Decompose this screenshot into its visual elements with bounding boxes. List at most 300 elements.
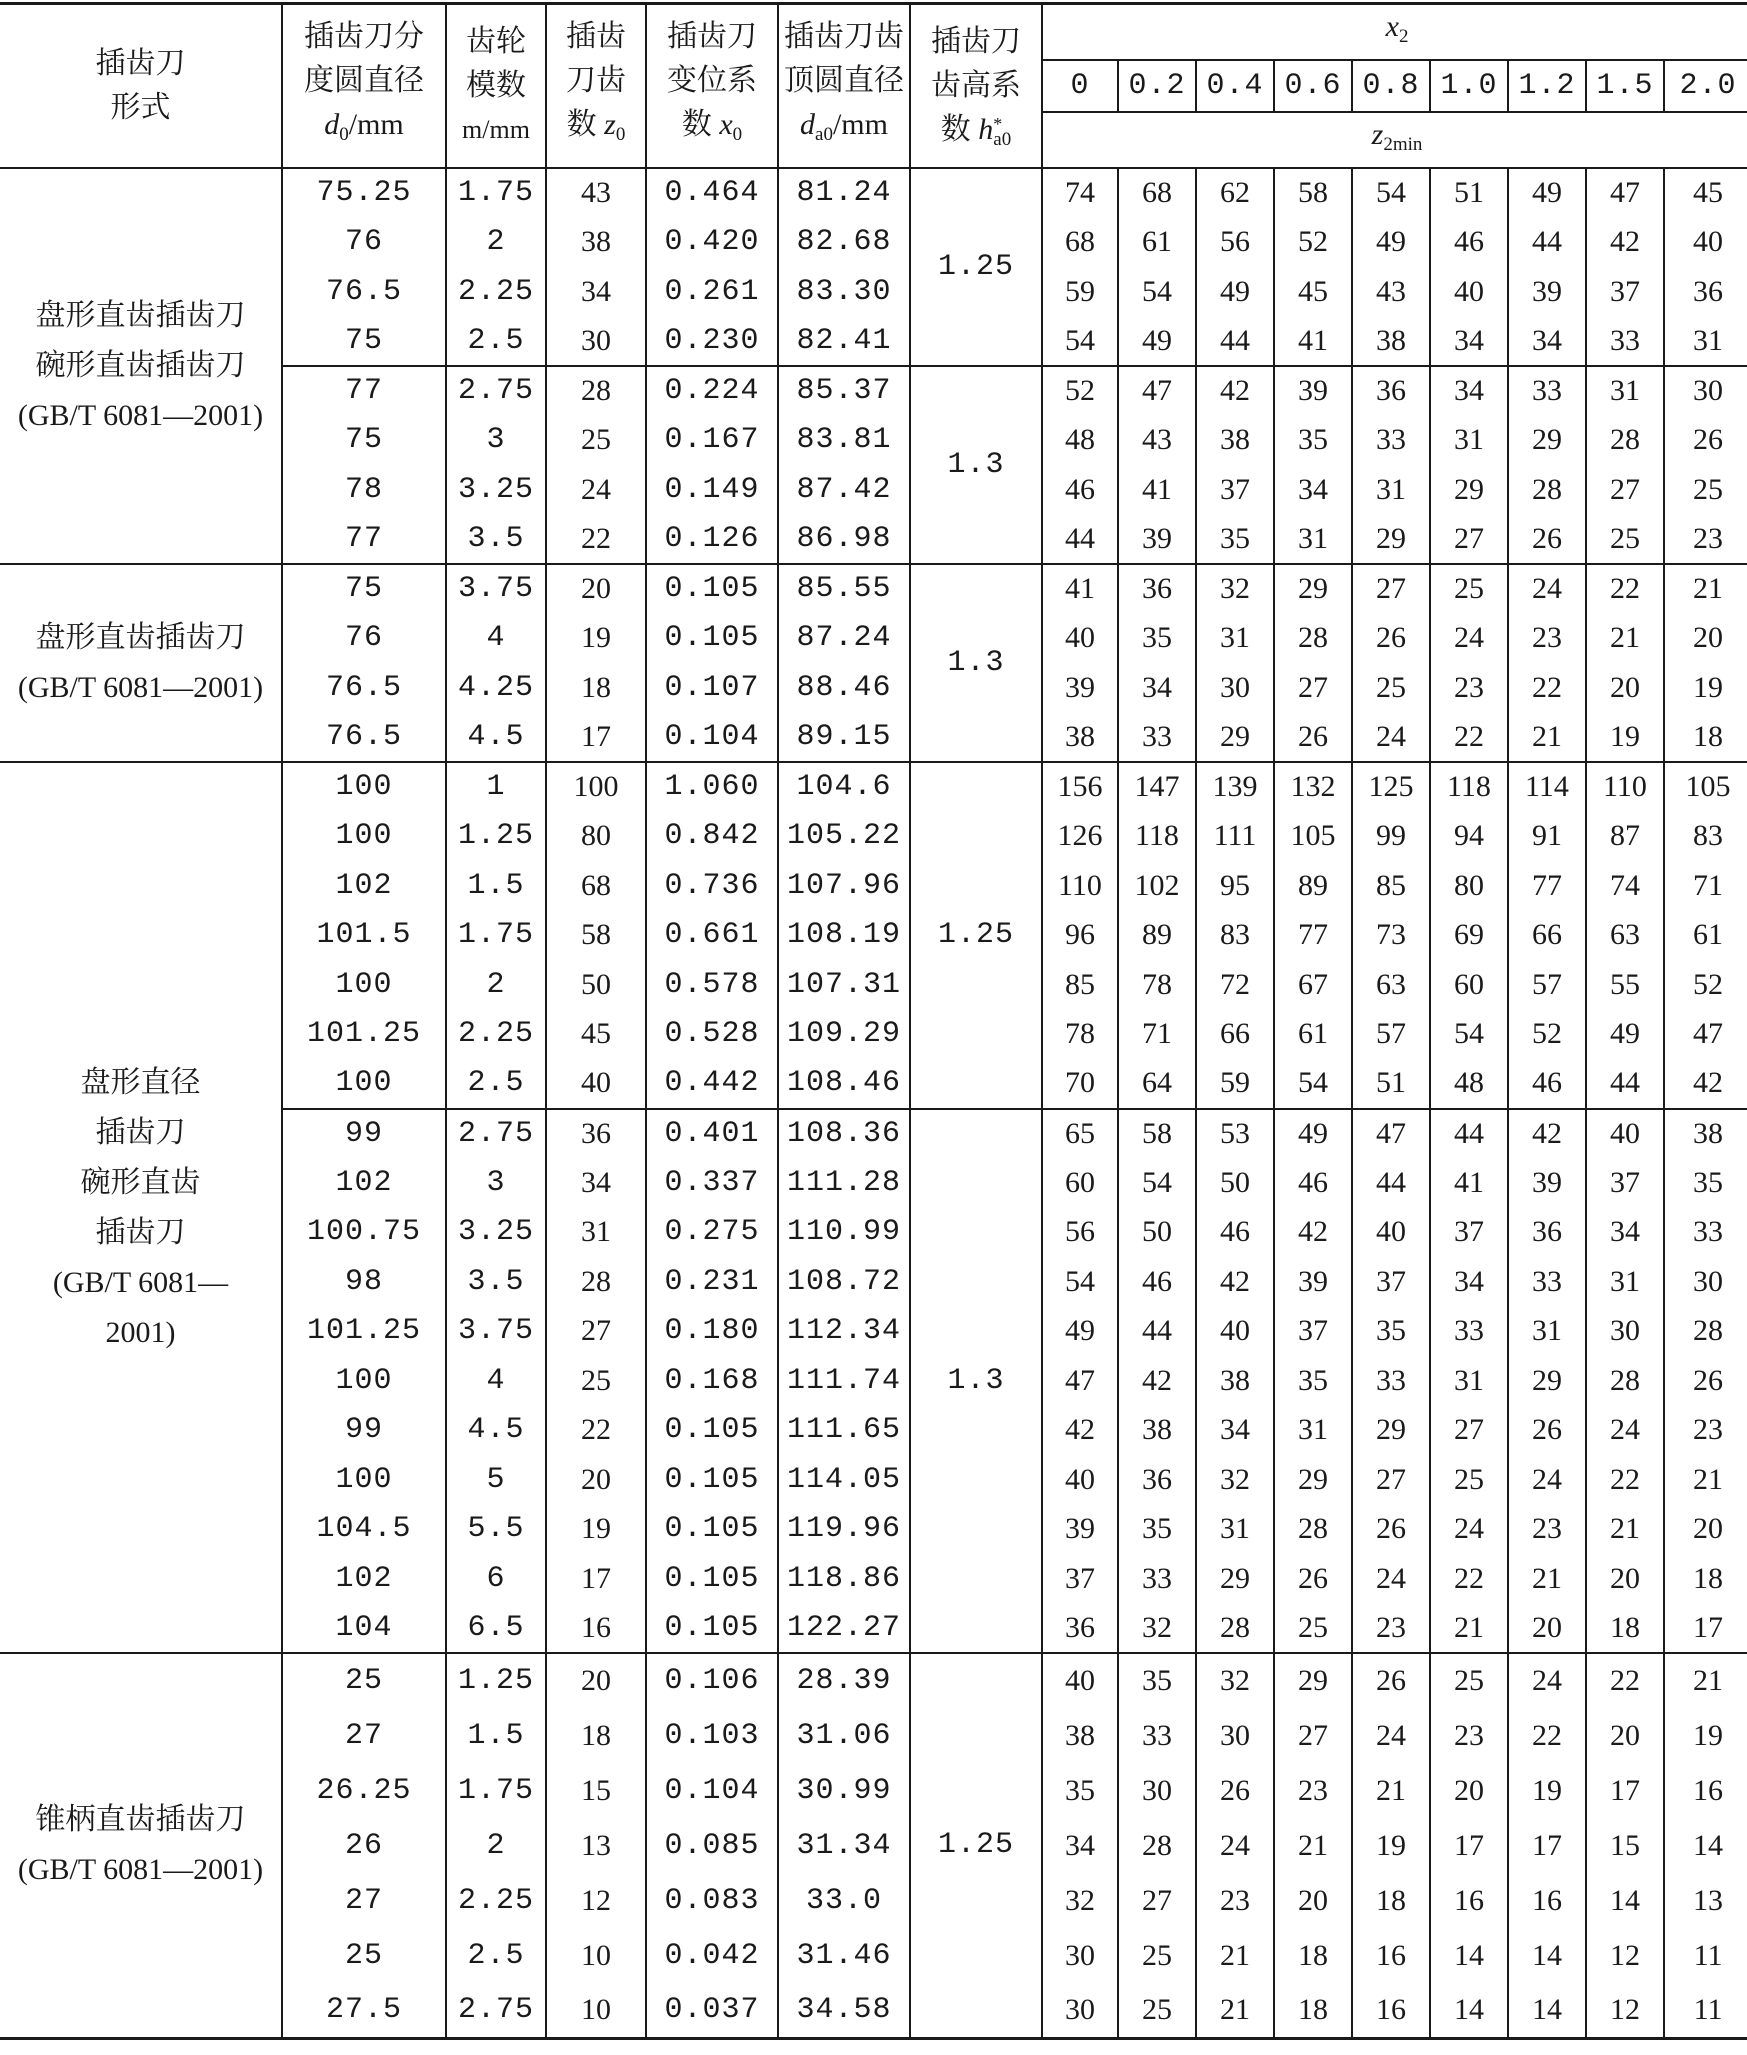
header-module-unit: m/mm — [462, 115, 530, 144]
z2min-cell: 89 — [1118, 911, 1196, 961]
z2min-cell: 31 — [1196, 1505, 1274, 1555]
z2min-cell: 18 — [1352, 1873, 1430, 1928]
z2min-cell: 14 — [1508, 1983, 1586, 2038]
z2min-cell: 38 — [1042, 1708, 1118, 1763]
tooth-count-cell: 18 — [546, 663, 646, 713]
tooth-count-cell: 34 — [546, 267, 646, 317]
tooth-count-cell: 25 — [546, 416, 646, 466]
z2min-cell: 47 — [1118, 366, 1196, 416]
pitch-diameter-cell: 27.5 — [282, 1983, 446, 2038]
tooth-count-cell: 20 — [546, 1653, 646, 1708]
z2min-cell: 36 — [1118, 1455, 1196, 1505]
tip-diameter-cell: 110.99 — [778, 1208, 910, 1258]
header-shift-coefficient-line1: 插齿刀 — [667, 20, 757, 53]
tooth-count-cell: 43 — [546, 168, 646, 218]
z2min-cell: 22 — [1586, 1653, 1664, 1708]
cutter-form-cell — [0, 564, 282, 762]
z2min-cell: 99 — [1352, 812, 1430, 862]
z2min-cell: 33 — [1118, 1708, 1196, 1763]
header-addendum-coefficient-line1: 插齿刀 — [931, 25, 1021, 58]
header-tooth-count-line1: 插齿 — [566, 20, 626, 53]
z2min-cell: 31 — [1274, 515, 1352, 565]
pitch-diameter-cell: 102 — [282, 1158, 446, 1208]
z2min-cell: 61 — [1274, 1010, 1352, 1060]
module-cell: 1.5 — [446, 1708, 546, 1763]
tooth-count-cell: 22 — [546, 515, 646, 565]
z2min-cell: 32 — [1118, 1604, 1196, 1654]
header-tip-diameter-unit: $d_{a0}/mm$ — [800, 108, 888, 145]
z2min-cell: 114 — [1508, 762, 1586, 812]
cutter-form-line: 插齿刀 — [95, 1215, 186, 1249]
pitch-diameter-cell: 76.5 — [282, 267, 446, 317]
z2min-cell: 118 — [1430, 762, 1508, 812]
shift-coefficient-cell: 0.230 — [646, 317, 778, 367]
z2min-cell: 26 — [1352, 614, 1430, 664]
cutter-form-cell — [0, 168, 282, 564]
tip-diameter-cell: 107.31 — [778, 960, 910, 1010]
z2min-cell: 21 — [1508, 713, 1586, 763]
addendum-coefficient-cell: 1.25 — [910, 1653, 1042, 2038]
z2min-cell: 19 — [1664, 663, 1747, 713]
z2min-cell: 80 — [1430, 861, 1508, 911]
z2min-cell: 25 — [1664, 465, 1747, 515]
z2min-cell: 66 — [1508, 911, 1586, 961]
cutter-form-line: 盘形直齿插齿刀 — [35, 621, 246, 654]
z2min-cell: 126 — [1042, 812, 1118, 862]
z2min-cell: 139 — [1196, 762, 1274, 812]
z2min-cell: 61 — [1664, 911, 1747, 961]
pitch-diameter-cell: 27 — [282, 1708, 446, 1763]
z2min-cell: 48 — [1430, 1059, 1508, 1109]
pitch-diameter-cell: 99 — [282, 1406, 446, 1456]
z2min-cell: 54 — [1118, 267, 1196, 317]
shift-coefficient-cell: 0.103 — [646, 1708, 778, 1763]
z2min-cell: 28 — [1274, 1505, 1352, 1555]
module-cell: 4 — [446, 1356, 546, 1406]
z2min-cell: 37 — [1352, 1257, 1430, 1307]
z2min-cell: 49 — [1196, 267, 1274, 317]
addendum-coefficient-cell: 1.3 — [910, 366, 1042, 564]
module-cell: 5.5 — [446, 1505, 546, 1555]
tooth-count-cell: 34 — [546, 1158, 646, 1208]
z2min-cell: 35 — [1352, 1307, 1430, 1357]
z2min-cell: 47 — [1586, 168, 1664, 218]
tip-diameter-cell: 119.96 — [778, 1505, 910, 1555]
z2min-cell: 21 — [1586, 1505, 1664, 1555]
tip-diameter-cell: 82.41 — [778, 317, 910, 367]
z2min-cell: 34 — [1118, 663, 1196, 713]
z2min-cell: 30 — [1118, 1763, 1196, 1818]
z2min-cell: 29 — [1274, 1653, 1352, 1708]
z2min-cell: 37 — [1042, 1554, 1118, 1604]
z2min-cell: 39 — [1042, 663, 1118, 713]
z2min-cell: 48 — [1042, 416, 1118, 466]
z2min-cell: 19 — [1664, 1708, 1747, 1763]
pitch-diameter-cell: 27 — [282, 1873, 446, 1928]
z2min-cell: 36 — [1664, 267, 1747, 317]
pitch-diameter-cell: 104.5 — [282, 1505, 446, 1555]
shift-coefficient-cell: 0.167 — [646, 416, 778, 466]
pitch-diameter-cell: 104 — [282, 1604, 446, 1654]
addendum-coefficient-cell: 1.25 — [910, 762, 1042, 1109]
z2min-cell: 46 — [1196, 1208, 1274, 1258]
z2min-cell: 40 — [1042, 1455, 1118, 1505]
z2min-cell: 24 — [1508, 1455, 1586, 1505]
z2min-cell: 19 — [1586, 713, 1664, 763]
z2min-cell: 28 — [1586, 416, 1664, 466]
cutter-form-line: 盘形直齿插齿刀 — [35, 299, 246, 332]
tip-diameter-cell: 88.46 — [778, 663, 910, 713]
pitch-diameter-cell: 26 — [282, 1818, 446, 1873]
z2min-cell: 30 — [1664, 1257, 1747, 1307]
z2min-cell: 21 — [1196, 1983, 1274, 2038]
z2min-cell: 39 — [1274, 1257, 1352, 1307]
shift-coefficient-cell: 0.661 — [646, 911, 778, 961]
header-pitch-diameter — [282, 4, 446, 169]
z2min-cell: 42 — [1118, 1356, 1196, 1406]
z2min-cell: 26 — [1352, 1653, 1430, 1708]
z2min-cell: 36 — [1042, 1604, 1118, 1654]
z2min-cell: 20 — [1274, 1873, 1352, 1928]
tip-diameter-cell: 81.24 — [778, 168, 910, 218]
z2min-cell: 25 — [1352, 663, 1430, 713]
tip-diameter-cell: 107.96 — [778, 861, 910, 911]
z2min-cell: 45 — [1664, 168, 1747, 218]
z2min-cell: 20 — [1664, 1505, 1747, 1555]
z2min-cell: 57 — [1352, 1010, 1430, 1060]
tooth-count-cell: 25 — [546, 1356, 646, 1406]
z2min-cell: 23 — [1430, 1708, 1508, 1763]
tip-diameter-cell: 85.37 — [778, 366, 910, 416]
z2min-cell: 46 — [1508, 1059, 1586, 1109]
tooth-count-cell: 28 — [546, 366, 646, 416]
tooth-count-cell: 58 — [546, 911, 646, 961]
addendum-coefficient-cell: 1.25 — [910, 168, 1042, 366]
z2min-cell: 26 — [1664, 1356, 1747, 1406]
z2min-cell: 44 — [1352, 1158, 1430, 1208]
pitch-diameter-cell: 100 — [282, 812, 446, 862]
addendum-coefficient-cell: 1.3 — [910, 1109, 1042, 1654]
z2min-cell: 37 — [1196, 465, 1274, 515]
z2min-cell: 35 — [1664, 1158, 1747, 1208]
z2min-cell: 21 — [1664, 1455, 1747, 1505]
z2min-cell: 33 — [1118, 713, 1196, 763]
tip-diameter-cell: 31.34 — [778, 1818, 910, 1873]
z2min-cell: 87 — [1586, 812, 1664, 862]
z2min-cell: 59 — [1042, 267, 1118, 317]
z2min-cell: 78 — [1118, 960, 1196, 1010]
z2min-cell: 20 — [1430, 1763, 1508, 1818]
shift-coefficient-cell: 0.126 — [646, 515, 778, 565]
z2min-cell: 28 — [1274, 614, 1352, 664]
cutter-form-line: 碗形直齿 — [80, 1165, 201, 1199]
z2min-cell: 96 — [1042, 911, 1118, 961]
z2min-cell: 47 — [1352, 1109, 1430, 1159]
z2min-cell: 39 — [1118, 515, 1196, 565]
tooth-count-cell: 16 — [546, 1604, 646, 1654]
shift-coefficient-cell: 0.231 — [646, 1257, 778, 1307]
shift-coefficient-cell: 0.420 — [646, 218, 778, 268]
pitch-diameter-cell: 101.5 — [282, 911, 446, 961]
z2min-cell: 28 — [1508, 465, 1586, 515]
z2min-cell: 28 — [1586, 1356, 1664, 1406]
z2min-cell: 71 — [1664, 861, 1747, 911]
pitch-diameter-cell: 98 — [282, 1257, 446, 1307]
z2min-cell: 33 — [1664, 1208, 1747, 1258]
z2min-cell: 23 — [1430, 663, 1508, 713]
z2min-cell: 28 — [1118, 1818, 1196, 1873]
header-x2-value: 0.8 — [1352, 60, 1430, 112]
shift-coefficient-cell: 0.261 — [646, 267, 778, 317]
z2min-cell: 12 — [1586, 1928, 1664, 1983]
tooth-count-cell: 80 — [546, 812, 646, 862]
cutter-form-line: (GB/T 6081— — [52, 1265, 229, 1299]
pitch-diameter-cell: 102 — [282, 861, 446, 911]
tooth-count-cell: 17 — [546, 1554, 646, 1604]
header-x2-value: 1.2 — [1508, 60, 1586, 112]
z2min-cell: 30 — [1042, 1928, 1118, 1983]
z2min-cell: 51 — [1352, 1059, 1430, 1109]
z2min-cell: 23 — [1664, 1406, 1747, 1456]
z2min-cell: 21 — [1196, 1928, 1274, 1983]
z2min-cell: 17 — [1430, 1818, 1508, 1873]
z2min-cell: 44 — [1586, 1059, 1664, 1109]
tip-diameter-cell: 104.6 — [778, 762, 910, 812]
header-x2-label: $x_2$ — [1385, 10, 1409, 47]
z2min-cell: 16 — [1352, 1928, 1430, 1983]
tip-diameter-cell: 34.58 — [778, 1983, 910, 2038]
module-cell: 2.5 — [446, 1928, 546, 1983]
z2min-cell: 30 — [1586, 1307, 1664, 1357]
module-cell: 2 — [446, 1818, 546, 1873]
z2min-cell: 44 — [1508, 218, 1586, 268]
header-module-line2: 模数 — [466, 69, 526, 102]
z2min-cell: 60 — [1430, 960, 1508, 1010]
pitch-diameter-cell: 100 — [282, 1455, 446, 1505]
pitch-diameter-cell: 101.25 — [282, 1307, 446, 1357]
table-row — [0, 762, 1747, 812]
z2min-cell: 24 — [1430, 614, 1508, 664]
z2min-cell: 77 — [1274, 911, 1352, 961]
z2min-cell: 24 — [1430, 1505, 1508, 1555]
z2min-cell: 44 — [1430, 1109, 1508, 1159]
shift-coefficient-cell: 0.105 — [646, 1505, 778, 1555]
z2min-cell: 25 — [1274, 1604, 1352, 1654]
z2min-cell: 33 — [1586, 317, 1664, 367]
shift-coefficient-cell: 0.401 — [646, 1109, 778, 1159]
z2min-cell: 94 — [1430, 812, 1508, 862]
z2min-cell: 31 — [1664, 317, 1747, 367]
header-x2 — [1042, 4, 1747, 61]
z2min-cell: 24 — [1586, 1406, 1664, 1456]
z2min-cell: 27 — [1586, 465, 1664, 515]
module-cell: 1.25 — [446, 812, 546, 862]
tooth-count-cell: 13 — [546, 1818, 646, 1873]
tip-diameter-cell: 118.86 — [778, 1554, 910, 1604]
header-tip-diameter — [778, 4, 910, 169]
z2min-cell: 24 — [1352, 1554, 1430, 1604]
z2min-cell: 20 — [1586, 1708, 1664, 1763]
pitch-diameter-cell: 25 — [282, 1653, 446, 1708]
cutter-form-line: 锥柄直齿插齿刀 — [35, 1803, 246, 1837]
shift-coefficient-cell: 0.083 — [646, 1873, 778, 1928]
shift-coefficient-cell: 0.042 — [646, 1928, 778, 1983]
z2min-cell: 14 — [1664, 1818, 1747, 1873]
z2min-cell: 46 — [1042, 465, 1118, 515]
tooth-count-cell: 45 — [546, 1010, 646, 1060]
z2min-cell: 34 — [1430, 366, 1508, 416]
z2min-cell: 36 — [1352, 366, 1430, 416]
pitch-diameter-cell: 77 — [282, 515, 446, 565]
pitch-diameter-cell: 26.25 — [282, 1763, 446, 1818]
z2min-cell: 30 — [1196, 663, 1274, 713]
pitch-diameter-cell: 75 — [282, 564, 446, 614]
shift-coefficient-cell: 0.037 — [646, 1983, 778, 2038]
z2min-cell: 49 — [1508, 168, 1586, 218]
z2min-cell: 42 — [1042, 1406, 1118, 1456]
tooth-count-cell: 68 — [546, 861, 646, 911]
tip-diameter-cell: 30.99 — [778, 1763, 910, 1818]
z2min-cell: 38 — [1042, 713, 1118, 763]
z2min-cell: 29 — [1508, 416, 1586, 466]
module-cell: 3 — [446, 416, 546, 466]
z2min-cell: 95 — [1196, 861, 1274, 911]
z2min-cell: 27 — [1274, 663, 1352, 713]
tip-diameter-cell: 114.05 — [778, 1455, 910, 1505]
z2min-cell: 33 — [1430, 1307, 1508, 1357]
z2min-cell: 27 — [1274, 1708, 1352, 1763]
tip-diameter-cell: 105.22 — [778, 812, 910, 862]
z2min-cell: 33 — [1508, 366, 1586, 416]
tip-diameter-cell: 111.65 — [778, 1406, 910, 1456]
module-cell: 3 — [446, 1158, 546, 1208]
tip-diameter-cell: 89.15 — [778, 713, 910, 763]
pitch-diameter-cell: 100 — [282, 1059, 446, 1109]
pitch-diameter-cell: 102 — [282, 1554, 446, 1604]
z2min-cell: 14 — [1430, 1928, 1508, 1983]
z2min-cell: 23 — [1664, 515, 1747, 565]
z2min-cell: 85 — [1352, 861, 1430, 911]
pitch-diameter-cell: 76.5 — [282, 663, 446, 713]
z2min-cell: 71 — [1118, 1010, 1196, 1060]
z2min-cell: 34 — [1586, 1208, 1664, 1258]
addendum-coefficient-cell: 1.3 — [910, 564, 1042, 762]
pitch-diameter-cell: 101.25 — [282, 1010, 446, 1060]
z2min-cell: 54 — [1042, 1257, 1118, 1307]
module-cell: 1.75 — [446, 911, 546, 961]
z2min-cell: 33 — [1508, 1257, 1586, 1307]
module-cell: 2.5 — [446, 317, 546, 367]
z2min-cell: 20 — [1586, 1554, 1664, 1604]
z2min-cell: 41 — [1430, 1158, 1508, 1208]
tip-diameter-cell: 108.19 — [778, 911, 910, 961]
table-body — [0, 168, 1747, 2038]
z2min-cell: 26 — [1664, 416, 1747, 466]
z2min-cell: 57 — [1508, 960, 1586, 1010]
tooth-count-cell: 24 — [546, 465, 646, 515]
z2min-cell: 54 — [1274, 1059, 1352, 1109]
tip-diameter-cell: 112.34 — [778, 1307, 910, 1357]
pitch-diameter-cell: 25 — [282, 1928, 446, 1983]
z2min-cell: 20 — [1508, 1604, 1586, 1654]
z2min-cell: 34 — [1508, 317, 1586, 367]
tip-diameter-cell: 87.24 — [778, 614, 910, 664]
module-cell: 4.5 — [446, 713, 546, 763]
tip-diameter-cell: 83.30 — [778, 267, 910, 317]
z2min-cell: 39 — [1274, 366, 1352, 416]
module-cell: 2.25 — [446, 1010, 546, 1060]
z2min-cell: 22 — [1430, 713, 1508, 763]
shift-coefficient-cell: 0.224 — [646, 366, 778, 416]
z2min-cell: 31 — [1586, 366, 1664, 416]
tip-diameter-cell: 108.72 — [778, 1257, 910, 1307]
z2min-cell: 42 — [1196, 366, 1274, 416]
module-cell: 3.5 — [446, 1257, 546, 1307]
z2min-cell: 21 — [1508, 1554, 1586, 1604]
z2min-cell: 29 — [1508, 1356, 1586, 1406]
z2min-cell: 44 — [1196, 317, 1274, 367]
z2min-cell: 32 — [1196, 1455, 1274, 1505]
cutter-form-cell — [0, 762, 282, 1653]
z2min-cell: 83 — [1196, 911, 1274, 961]
z2min-cell: 40 — [1352, 1208, 1430, 1258]
z2min-cell: 18 — [1274, 1928, 1352, 1983]
shift-coefficient-cell: 0.105 — [646, 614, 778, 664]
z2min-cell: 44 — [1042, 515, 1118, 565]
z2min-cell: 66 — [1196, 1010, 1274, 1060]
z2min-cell: 31 — [1352, 465, 1430, 515]
z2min-cell: 55 — [1586, 960, 1664, 1010]
z2min-cell: 26 — [1274, 713, 1352, 763]
z2min-cell: 31 — [1508, 1307, 1586, 1357]
header-shift-coefficient-line2: 变位系 — [667, 64, 757, 97]
z2min-cell: 29 — [1352, 515, 1430, 565]
tip-diameter-cell: 108.36 — [778, 1109, 910, 1159]
header-x2-value: 1.5 — [1586, 60, 1664, 112]
tip-diameter-cell: 83.81 — [778, 416, 910, 466]
z2min-cell: 85 — [1042, 960, 1118, 1010]
z2min-cell: 27 — [1352, 564, 1430, 614]
z2min-cell: 110 — [1586, 762, 1664, 812]
z2min-cell: 53 — [1196, 1109, 1274, 1159]
module-cell: 3.25 — [446, 1208, 546, 1258]
header-addendum-coefficient-line2: 齿高系 — [931, 69, 1021, 102]
gear-shaper-cutter-table — [0, 2, 1747, 2040]
cutter-form-line: 碗形直齿插齿刀 — [35, 349, 246, 382]
z2min-cell: 111 — [1196, 812, 1274, 862]
z2min-cell: 70 — [1042, 1059, 1118, 1109]
z2min-cell: 16 — [1430, 1873, 1508, 1928]
shift-coefficient-cell: 0.107 — [646, 663, 778, 713]
pitch-diameter-cell: 100 — [282, 762, 446, 812]
z2min-cell: 24 — [1508, 564, 1586, 614]
tooth-count-cell: 28 — [546, 1257, 646, 1307]
z2min-cell: 74 — [1042, 168, 1118, 218]
z2min-cell: 37 — [1430, 1208, 1508, 1258]
shift-coefficient-cell: 0.842 — [646, 812, 778, 862]
z2min-cell: 29 — [1352, 1406, 1430, 1456]
z2min-cell: 50 — [1118, 1208, 1196, 1258]
z2min-cell: 37 — [1274, 1307, 1352, 1357]
z2min-cell: 132 — [1274, 762, 1352, 812]
cutter-form-cell — [0, 1653, 282, 2038]
z2min-cell: 25 — [1430, 564, 1508, 614]
tip-diameter-cell: 109.29 — [778, 1010, 910, 1060]
z2min-cell: 56 — [1196, 218, 1274, 268]
z2min-cell: 22 — [1586, 1455, 1664, 1505]
shift-coefficient-cell: 0.736 — [646, 861, 778, 911]
tip-diameter-cell: 85.55 — [778, 564, 910, 614]
